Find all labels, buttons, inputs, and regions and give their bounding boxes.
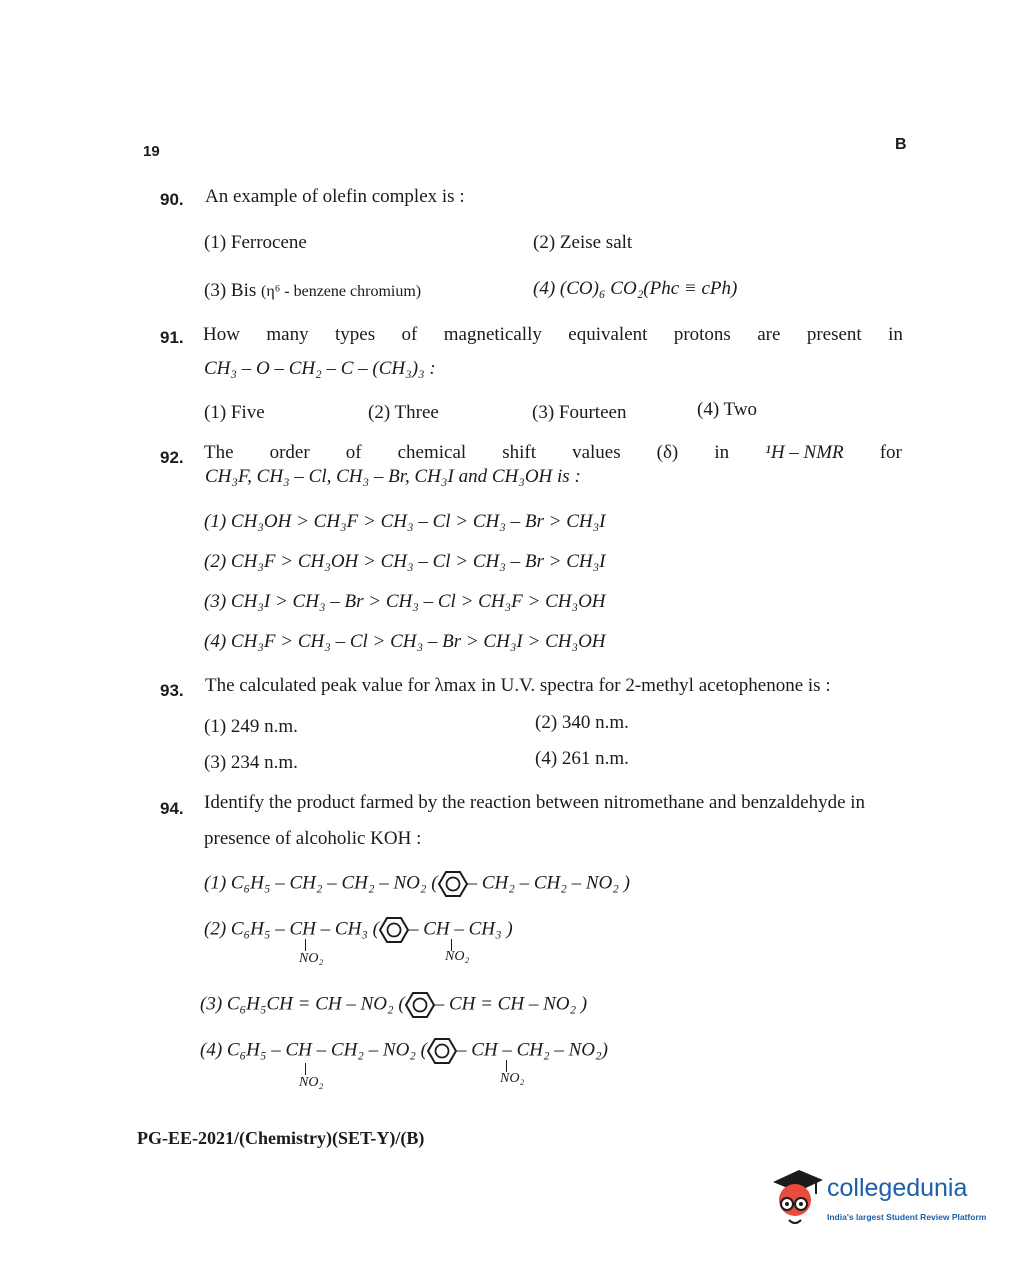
bond-line — [305, 939, 306, 951]
word: values — [572, 442, 621, 463]
option-4: (4) CH₃F > CH₃ – Cl > CH₃ – Br > CH₃I > CH₃OH — [204, 631, 606, 652]
word: protons — [673, 324, 731, 345]
option-1 — [204, 870, 630, 898]
word: are — [757, 324, 781, 345]
question-formula: CH₃ – O – CH₂ – C – (CH₃)₃ : — [204, 358, 436, 379]
option-4: (4) 261 n.m. — [535, 748, 629, 769]
option-label: (3) Bis — [204, 280, 257, 301]
question-number: 92. — [160, 448, 184, 467]
option-formula-left: (3) C₆H₅CH = CH – NO₂ ( — [200, 993, 405, 1015]
benzene-ring-icon — [379, 916, 409, 944]
option-formula-right: – CH – CH₂ – NO₂) — [456, 1039, 608, 1061]
word: types — [334, 324, 376, 345]
question-number: 91. — [160, 328, 184, 347]
option-formula-left: (4) C₆H₅ – CH – CH₂ – NO₂ ( — [200, 1039, 427, 1061]
bond-line — [305, 1063, 306, 1075]
word: shift — [502, 442, 537, 463]
option-1: (1) Five — [204, 402, 265, 423]
substituent-label: NO₂ — [299, 951, 324, 966]
word: of — [401, 324, 418, 345]
option-4 — [200, 1037, 608, 1065]
option-2: (2) Three — [368, 402, 439, 423]
brand-name: collegedunia — [827, 1174, 968, 1202]
question-text-line-2: presence of alcoholic KOH : — [204, 828, 422, 849]
word: present — [806, 324, 862, 345]
option-3: (3) CH₃I > CH₃ – Br > CH₃ – Cl > CH₃F > CH₃OH — [204, 591, 606, 612]
option-2: (2) CH₃F > CH₃OH > CH₃ – Cl > CH₃ – Br > CH₃I — [204, 551, 606, 572]
option-formula-left: (1) C₆H₅ – CH₂ – CH₂ – NO₂ ( — [204, 872, 438, 894]
option-3: (3) 234 n.m. — [204, 752, 298, 773]
question-text: Identify the product farmed by the reaction between nitromethane and benzaldehyde in — [204, 792, 866, 813]
option-formula-left: (2) C₆H₅ – CH – CH₃ ( — [204, 918, 379, 940]
word: in — [888, 324, 903, 345]
page-number: 19 — [143, 143, 160, 160]
question-text: The calculated peak value for λmax in U.V. spectra for 2-methyl acetophenone is : — [205, 675, 831, 696]
option-3: (3) Fourteen — [532, 402, 627, 423]
word: equivalent — [568, 324, 648, 345]
word: ¹H – NMR — [765, 442, 844, 463]
collegedunia-watermark — [765, 1164, 995, 1234]
mascot-logo-icon — [765, 1164, 825, 1230]
word: order — [269, 442, 310, 463]
brand-tagline: India's largest Student Review Platform — [827, 1212, 987, 1222]
substituent-label: NO₂ — [445, 949, 470, 964]
benzene-ring-icon — [427, 1037, 457, 1065]
option-formula-right: – CH₂ – CH₂ – NO₂ ) — [467, 872, 630, 894]
question-number: 94. — [160, 799, 184, 818]
question-number: 93. — [160, 681, 184, 700]
option-2: (2) Zeise salt — [533, 232, 633, 253]
option-1: (1) Ferrocene — [204, 232, 307, 253]
word: The — [204, 442, 234, 463]
exam-code-footer: PG-EE-2021/(Chemistry)(SET-Y)/(B) — [137, 1128, 425, 1148]
word: (δ) — [656, 442, 679, 463]
substituent-label: NO₂ — [500, 1071, 525, 1086]
benzene-ring-icon — [438, 870, 468, 898]
option-4: (4) Two — [697, 399, 758, 420]
word: for — [879, 442, 902, 463]
option-formula-right: – CH – CH₃ ) — [408, 918, 513, 940]
option-1: (1) 249 n.m. — [204, 716, 298, 737]
substituent-label: NO₂ — [299, 1075, 324, 1090]
word: magnetically — [443, 324, 542, 345]
option-3 — [204, 280, 421, 302]
question-text — [204, 442, 902, 464]
benzene-ring-icon — [405, 991, 435, 1019]
option-formula: (η⁶ - benzene chromium) — [261, 283, 422, 300]
question-formula: CH₃F, CH₃ – Cl, CH₃ – Br, CH₃I and CH₃OH is : — [205, 466, 581, 487]
word: many — [266, 324, 309, 345]
word: How — [203, 324, 240, 345]
option-formula-right: – CH = CH – NO₂ ) — [434, 993, 588, 1015]
word: in — [714, 442, 730, 463]
word: chemical — [397, 442, 467, 463]
question-number: 90. — [160, 190, 184, 209]
question-text — [203, 324, 903, 346]
option-2 — [204, 916, 513, 944]
word: of — [345, 442, 362, 463]
option-3 — [200, 991, 587, 1019]
option-1: (1) CH₃OH > CH₃F > CH₃ – Cl > CH₃ – Br > CH₃I — [204, 511, 606, 532]
option-4: (4) (CO)₆ CO₂(Phc ≡ cPh) — [533, 278, 738, 299]
set-letter: B — [895, 136, 907, 153]
question-text: An example of olefin complex is : — [205, 186, 465, 207]
option-2: (2) 340 n.m. — [535, 712, 629, 733]
